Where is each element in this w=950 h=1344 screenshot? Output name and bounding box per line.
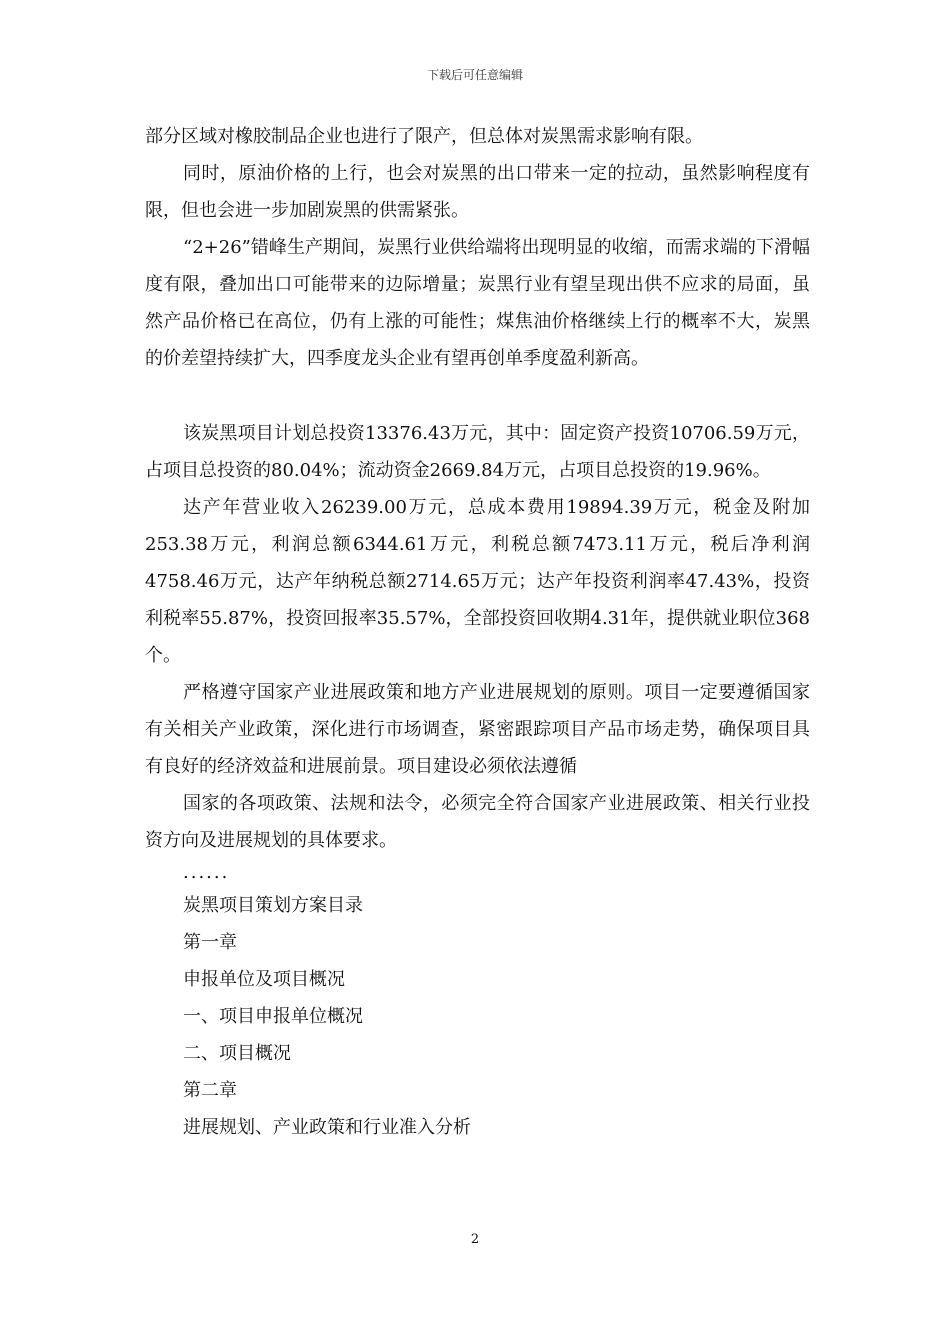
paragraph: 达产年营业收入26239.00万元，总成本费用19894.39万元，税金及附加253.38万元，利润总额6344.61万元，利税总额7473.11万元，税后净利润4758.46万元，达产年纳税总额2714.65万元；达产年投资利润率47.43%，投资利税率55.87%，投资回报率35.57%，全部投资回收期4.31年，提供就业职位368个。 xyxy=(145,497,810,666)
toc-item: 一、项目申报单位概况 xyxy=(183,1006,363,1027)
ellipsis: ...... xyxy=(183,862,230,883)
toc-chapter: 第二章 xyxy=(183,1080,237,1101)
paragraph: 部分区域对橡胶制品企业也进行了限产，但总体对炭黑需求影响有限。 xyxy=(145,126,703,147)
page-number: 2 xyxy=(470,1232,480,1247)
toc-chapter: 第一章 xyxy=(183,932,237,953)
toc-item: 进展规划、产业政策和行业准入分析 xyxy=(183,1117,471,1138)
paragraph: 同时，原油价格的上行，也会对炭黑的出口带来一定的拉动，虽然影响程度有限，但也会进一步加剧炭黑的供需紧张。 xyxy=(145,163,810,221)
toc-title: 炭黑项目策划方案目录 xyxy=(183,895,363,916)
toc-item: 二、项目概况 xyxy=(183,1043,291,1064)
paragraph: “2+26”错峰生产期间，炭黑行业供给端将出现明显的收缩，而需求端的下滑幅度有限，叠加出口可能带来的边际增量；炭黑行业有望呈现出供不应求的局面，虽然产品价格已在高位，仍有上涨的可能性；煤焦油价格继续上行的概率不大，炭黑的价差望持续扩大，四季度龙头企业有望再创单季度盈利新高。 xyxy=(145,237,810,369)
page-header: 下载后可任意编辑 xyxy=(426,68,523,82)
paragraph: 该炭黑项目计划总投资13376.43万元，其中：固定资产投资10706.59万元，占项目总投资的80.04%；流动资金2669.84万元，占项目总投资的19.96%。 xyxy=(145,423,810,481)
blank-line xyxy=(145,377,810,415)
toc-item: 申报单位及项目概况 xyxy=(183,969,345,990)
document-body xyxy=(145,118,810,1146)
paragraph: 国家的各项政策、法规和法令，必须完全符合国家产业进展政策、相关行业投资方向及进展规划的具体要求。 xyxy=(145,793,810,851)
paragraph: 严格遵守国家产业进展政策和地方产业进展规划的原则。项目一定要遵循国家有关相关产业政策，深化进行市场调查，紧密跟踪项目产品市场走势，确保项目具有良好的经济效益和进展前景。项目建设必须依法遵循 xyxy=(145,682,810,777)
